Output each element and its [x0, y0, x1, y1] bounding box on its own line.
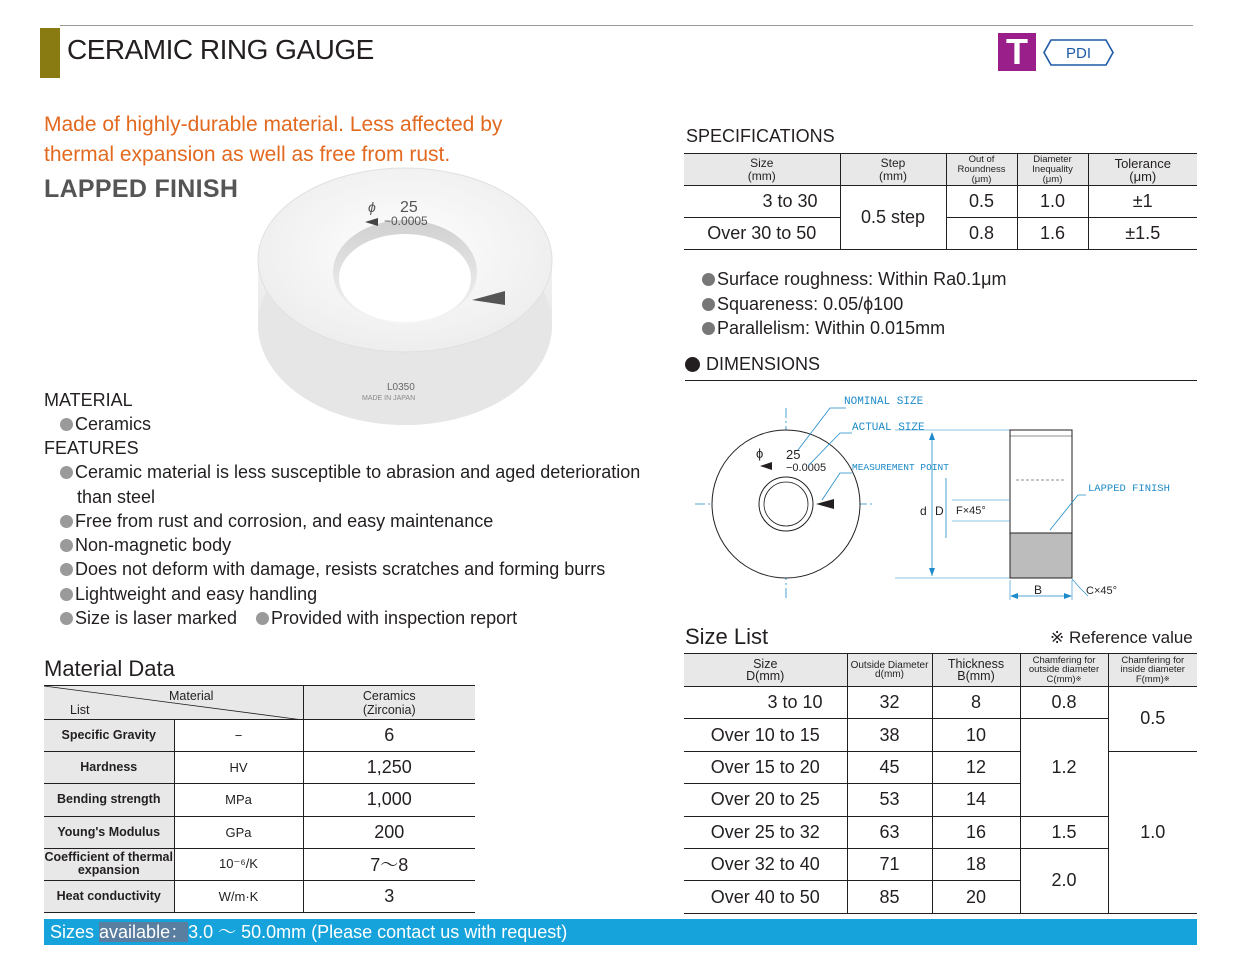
table-row: Bending strength MPa 1,000	[44, 784, 475, 816]
label-d: d	[920, 504, 927, 518]
md-header-diagonal	[44, 686, 303, 720]
dim-phi: ϕ	[756, 446, 764, 461]
table-row: Young's Modulus GPa 200	[44, 816, 475, 848]
specifications-heading: SPECIFICATIONS	[686, 126, 835, 146]
table-row: Over 10 to 15 38 10 1.2	[684, 719, 1197, 751]
feature-item	[60, 460, 640, 484]
note-item: Parallelism: Within 0.015mm	[702, 316, 1007, 341]
feature-item	[60, 509, 493, 533]
feature-item	[60, 557, 605, 581]
table-row: Hardness HV 1,250	[44, 752, 475, 784]
material-heading: MATERIAL	[44, 390, 133, 410]
bullet-icon	[60, 418, 73, 431]
bullet-icon	[702, 273, 715, 286]
table-row	[684, 186, 1197, 218]
spec-roundness: 0.5	[946, 186, 1017, 218]
size-header-chamfer-inside: Chamfering for inside diameter F(mm)※	[1108, 654, 1197, 687]
dimensions-rule	[685, 380, 1197, 381]
specifications-table	[684, 153, 1197, 250]
dimensions-diagram	[690, 388, 1190, 608]
table-row: 3 to 10 32 8 0.8 0.5	[684, 687, 1197, 719]
feature-item-continued: than steel	[77, 487, 156, 507]
label-actual-size: ACTUAL SIZE	[852, 422, 925, 434]
material-item	[60, 412, 151, 436]
note-item: Surface roughness: Within Ra0.1μm	[702, 267, 1007, 292]
spec-roundness: 0.8	[946, 218, 1017, 250]
t-badge: T	[998, 33, 1036, 71]
photo-marking-code: L0350	[387, 382, 415, 393]
spec-step: 0.5 step	[840, 186, 946, 250]
feature-label: Does not deform with damage, resists scratches and forming burrs	[75, 559, 606, 579]
table-row: Over 20 to 25 53 14	[684, 784, 1197, 816]
bullet-icon	[60, 539, 73, 552]
photo-marking-tol: −0.0005	[384, 214, 428, 228]
feature-label: Non-magnetic body	[75, 535, 232, 555]
md-header-list: List	[70, 703, 90, 717]
footer-text-2: 3.0 ～ 50.0mm (Please contact us with request)	[188, 922, 568, 942]
tagline-line-1: Made of highly-durable material. Less affected by	[44, 113, 503, 136]
dim-tol: −0.0005	[786, 462, 827, 474]
bullet-icon	[685, 357, 700, 372]
spec-size: 3 to 30	[684, 186, 840, 218]
table-row: Heat conductivity W/m·K 3	[44, 880, 475, 912]
feature-label: Lightweight and easy handling	[75, 584, 318, 604]
label-D: D	[935, 504, 944, 518]
spec-header-roundness: Out of Roundness (μm)	[946, 154, 1017, 186]
tagline-line-2: thermal expansion as well as free from rust.	[44, 143, 451, 166]
size-list-table	[684, 653, 1197, 914]
size-header-thickness: Thickness B(mm)	[932, 654, 1020, 687]
photo-marking-size: 25	[400, 199, 418, 216]
title-accent-bar	[40, 28, 60, 78]
spec-size: Over 30 to 50	[684, 218, 840, 250]
note-item: Squareness: 0.05/ϕ100	[702, 292, 1007, 317]
pdi-badge	[1043, 39, 1114, 66]
bullet-icon	[60, 563, 73, 576]
sizes-available-banner	[44, 919, 1197, 945]
label-measurement-point: MEASUREMENT POINT	[852, 462, 949, 473]
bullet-icon	[702, 322, 715, 335]
photo-marking-origin: MADE IN JAPAN	[362, 395, 416, 402]
bullet-icon	[60, 515, 73, 528]
lapped-finish-heading: LAPPED FINISH	[44, 175, 239, 203]
product-photo	[250, 160, 560, 435]
bullet-icon	[60, 466, 73, 479]
table-row: Over 25 to 32 63 16 1.5	[684, 816, 1197, 848]
size-list-heading: Size List	[685, 624, 769, 649]
size-header-chamfer-outside: Chamfering for outside diameter C(mm)※	[1020, 654, 1108, 687]
spec-header-diameter: Diameter Inequality (μm)	[1017, 154, 1088, 186]
material-data-heading: Material Data	[44, 656, 175, 681]
table-row: Over 15 to 20 45 12 1.0	[684, 751, 1197, 783]
spec-notes	[702, 267, 1007, 341]
spec-diameter: 1.6	[1017, 218, 1088, 250]
feature-label: Size is laser marked	[75, 608, 238, 628]
table-row: Over 40 to 50 85 20	[684, 881, 1197, 913]
size-header-size: Size D(mm)	[684, 654, 847, 687]
table-row: Specific Gravity − 6	[44, 720, 475, 752]
material-item-label: Ceramics	[75, 414, 152, 434]
md-header-material: Material	[169, 689, 214, 703]
top-rule	[60, 25, 1193, 26]
bullet-icon	[256, 612, 269, 625]
feature-label: Provided with inspection report	[271, 608, 518, 628]
spec-tolerance: ±1.5	[1088, 218, 1197, 250]
photo-marking-phi: ϕ	[368, 199, 376, 215]
footer-text-1: Sizes	[50, 922, 100, 942]
dim-size: 25	[786, 447, 801, 462]
feature-label: Ceramic material is less susceptible to abrasion and aged deterioration	[75, 462, 641, 482]
bullet-icon	[60, 588, 73, 601]
label-B: B	[1034, 583, 1043, 597]
features-heading: FEATURES	[44, 438, 139, 458]
spec-diameter: 1.0	[1017, 186, 1088, 218]
label-C: C×45°	[1086, 585, 1118, 597]
feature-label: Free from rust and corrosion, and easy maintenance	[75, 511, 494, 531]
reference-note: ※ Reference value	[1050, 628, 1193, 647]
md-header-ceramics: Ceramics (Zirconia)	[303, 686, 475, 720]
feature-item	[60, 533, 231, 557]
bullet-icon	[702, 298, 715, 311]
spec-header-step: Step (mm)	[840, 154, 946, 186]
table-row: Over 32 to 40 71 18 2.0	[684, 848, 1197, 880]
label-F: F×45°	[956, 505, 986, 517]
label-lapped-finish: LAPPED FINISH	[1088, 483, 1170, 495]
dimensions-heading: DIMENSIONS	[685, 354, 820, 375]
feature-item	[256, 606, 517, 630]
feature-item	[60, 606, 237, 630]
footer-text-highlight: available：	[99, 922, 189, 942]
spec-tolerance: ±1	[1088, 186, 1197, 218]
material-data-table	[44, 685, 475, 913]
label-nominal-size: NOMINAL SIZE	[844, 396, 924, 408]
bullet-icon	[60, 612, 73, 625]
pdi-badge-label: PDI	[1065, 45, 1092, 62]
size-header-od: Outside Diameter d(mm)	[847, 654, 932, 687]
feature-item	[60, 582, 317, 606]
spec-header-size: Size (mm)	[684, 154, 840, 186]
spec-header-tolerance: Tolerance (μm)	[1088, 154, 1197, 186]
page-title: CERAMIC RING GAUGE	[67, 34, 374, 65]
table-row: Coefficient of thermal expansion 10⁻⁶/K 7〜8	[44, 848, 475, 880]
